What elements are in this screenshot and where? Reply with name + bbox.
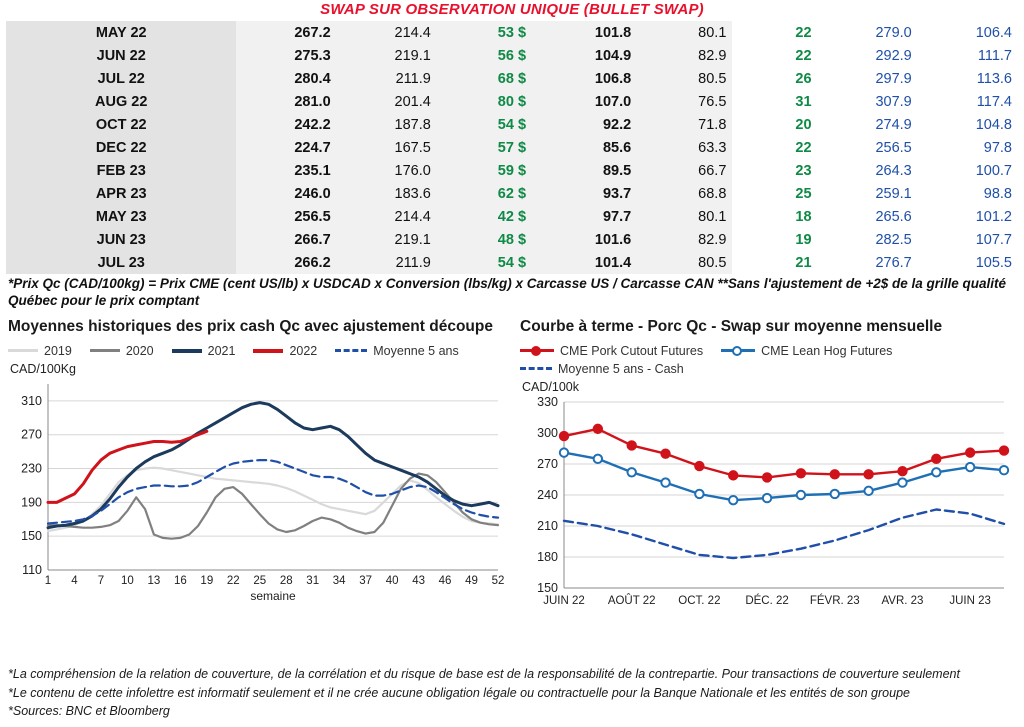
legend-label-2022: 2022 bbox=[289, 343, 318, 358]
table-cell-month: JUL 23 bbox=[6, 251, 236, 274]
table-cell-c: 53 $ bbox=[437, 21, 532, 44]
table-cell-e: 80.5 bbox=[637, 67, 732, 90]
table-cell-c: 80 $ bbox=[437, 90, 532, 113]
table-row bbox=[6, 136, 1018, 159]
charts-area bbox=[0, 318, 1024, 648]
legend-item-2019 bbox=[8, 344, 72, 358]
legend-marker-pork-cutout bbox=[520, 346, 554, 356]
svg-text:22: 22 bbox=[226, 574, 240, 587]
table-cell-month: JUN 22 bbox=[6, 44, 236, 67]
table-row bbox=[6, 228, 1018, 251]
table-cell-h: 117.4 bbox=[976, 93, 1012, 110]
svg-text:34: 34 bbox=[332, 574, 346, 587]
svg-text:25: 25 bbox=[253, 574, 267, 587]
table-cell-c: 54 $ bbox=[437, 251, 532, 274]
table-cell-a: 242.2 bbox=[236, 113, 336, 136]
table-cell-h: 100.7 bbox=[975, 162, 1012, 179]
forward-chart-svg bbox=[520, 394, 1016, 624]
legend-label-2021: 2021 bbox=[207, 343, 236, 358]
table-cell-f: 22 bbox=[795, 24, 812, 41]
table-cell-d: 92.2 bbox=[532, 113, 637, 136]
svg-text:1: 1 bbox=[44, 574, 52, 587]
svg-text:AOÛT 22: AOÛT 22 bbox=[607, 594, 656, 607]
table-cell-month: JUN 23 bbox=[6, 228, 236, 251]
table-cell-a: 275.3 bbox=[236, 44, 336, 67]
table-row bbox=[6, 251, 1018, 274]
historical-chart-svg bbox=[8, 376, 508, 606]
legend-label-moyenne-5-ans-cash: Moyenne 5 ans - Cash bbox=[558, 361, 684, 376]
svg-text:49: 49 bbox=[465, 574, 478, 587]
table-cell-b: 214.4 bbox=[337, 21, 437, 44]
table-cell-h: 107.7 bbox=[975, 231, 1012, 248]
footnote-line3: *Sources: BNC et Bloomberg bbox=[8, 704, 170, 719]
table-cell-b: 211.9 bbox=[337, 67, 437, 90]
table-cell-c: 68 $ bbox=[437, 67, 532, 90]
table-cell-g: 307.9 bbox=[875, 93, 912, 110]
swap-table bbox=[6, 21, 1018, 274]
table-cell-g: 274.9 bbox=[875, 116, 912, 133]
table-cell-b: 183.6 bbox=[337, 182, 437, 205]
svg-text:190: 190 bbox=[21, 495, 42, 510]
page-footnotes bbox=[8, 665, 960, 721]
table-cell-g: 264.3 bbox=[875, 162, 912, 179]
table-cell-f: 21 bbox=[795, 254, 812, 271]
table-cell-g: 265.6 bbox=[875, 208, 912, 225]
table-cell-month: MAY 23 bbox=[6, 205, 236, 228]
table-cell-c: 42 $ bbox=[437, 205, 532, 228]
table-cell-a: 235.1 bbox=[236, 159, 336, 182]
table-cell-e: 71.8 bbox=[637, 113, 732, 136]
svg-text:31: 31 bbox=[306, 574, 320, 587]
svg-text:37: 37 bbox=[359, 574, 373, 587]
table-row bbox=[6, 113, 1018, 136]
table-cell-e: 80.5 bbox=[637, 251, 732, 274]
historical-chart-block bbox=[8, 318, 508, 606]
table-cell-b: 201.4 bbox=[337, 90, 437, 113]
svg-text:AVR. 23: AVR. 23 bbox=[881, 594, 924, 607]
historical-chart-ylabel: CAD/100Kg bbox=[10, 361, 77, 376]
legend-item-2021 bbox=[172, 344, 236, 358]
table-cell-d: 89.5 bbox=[532, 159, 637, 182]
swap-table-title: SWAP SUR OBSERVATION UNIQUE (BULLET SWAP) bbox=[320, 1, 704, 18]
table-cell-b: 214.4 bbox=[337, 205, 437, 228]
svg-text:270: 270 bbox=[537, 456, 558, 471]
svg-text:10: 10 bbox=[121, 574, 134, 587]
svg-text:19: 19 bbox=[200, 574, 214, 587]
table-cell-month: APR 23 bbox=[6, 182, 236, 205]
table-cell-f: 19 bbox=[795, 231, 812, 248]
svg-text:270: 270 bbox=[21, 427, 42, 442]
table-cell-b: 219.1 bbox=[337, 44, 437, 67]
legend-swatch-2021 bbox=[172, 349, 202, 353]
table-cell-d: 101.4 bbox=[532, 251, 637, 274]
table-cell-b: 211.9 bbox=[337, 251, 437, 274]
table-cell-g: 276.7 bbox=[875, 254, 912, 271]
table-cell-f: 22 bbox=[795, 139, 812, 156]
svg-text:OCT. 22: OCT. 22 bbox=[678, 594, 721, 607]
legend-swatch-2020 bbox=[90, 349, 120, 352]
table-row bbox=[6, 182, 1018, 205]
table-cell-c: 54 $ bbox=[437, 113, 532, 136]
table-cell-h: 113.6 bbox=[976, 70, 1012, 87]
legend-label-moyenne-5-ans: Moyenne 5 ans bbox=[373, 343, 459, 358]
table-cell-h: 105.5 bbox=[975, 254, 1012, 271]
table-cell-h: 101.2 bbox=[975, 208, 1012, 225]
table-cell-month: AUG 22 bbox=[6, 90, 236, 113]
table-cell-g: 282.5 bbox=[875, 231, 912, 248]
legend-item-2022 bbox=[253, 344, 317, 358]
table-cell-d: 101.6 bbox=[532, 228, 637, 251]
table-cell-c: 57 $ bbox=[437, 136, 532, 159]
table-cell-month: JUL 22 bbox=[6, 67, 236, 90]
svg-text:DÉC. 22: DÉC. 22 bbox=[745, 594, 789, 607]
table-cell-f: 25 bbox=[795, 185, 812, 202]
table-cell-c: 59 $ bbox=[437, 159, 532, 182]
forward-chart-ylabel: CAD/100k bbox=[522, 379, 579, 394]
table-cell-f: 18 bbox=[795, 208, 812, 225]
table-cell-e: 68.8 bbox=[637, 182, 732, 205]
table-cell-h: 97.8 bbox=[983, 139, 1012, 156]
table-cell-e: 76.5 bbox=[637, 90, 732, 113]
svg-text:46: 46 bbox=[438, 574, 452, 587]
table-footnote-line2: Québec pour le prix comptant bbox=[8, 292, 200, 308]
table-row bbox=[6, 67, 1018, 90]
table-row bbox=[6, 44, 1018, 67]
legend-label-2020: 2020 bbox=[125, 343, 154, 358]
table-cell-month: DEC 22 bbox=[6, 136, 236, 159]
table-cell-a: 246.0 bbox=[236, 182, 336, 205]
historical-chart-title: Moyennes historiques des prix cash Qc avec ajustement découpe bbox=[8, 317, 493, 335]
table-cell-e: 66.7 bbox=[637, 159, 732, 182]
svg-text:FÉVR. 23: FÉVR. 23 bbox=[809, 594, 860, 607]
legend-swatch-moyenne-5-ans-cash bbox=[520, 367, 552, 370]
legend-item-2020 bbox=[90, 344, 154, 358]
table-cell-f: 31 bbox=[795, 93, 812, 110]
table-footnote bbox=[8, 276, 1016, 310]
table-cell-h: 106.4 bbox=[975, 24, 1012, 41]
forward-chart-block bbox=[520, 318, 1016, 624]
svg-text:28: 28 bbox=[279, 574, 293, 587]
table-cell-b: 176.0 bbox=[337, 159, 437, 182]
legend-label-pork-cutout: CME Pork Cutout Futures bbox=[560, 343, 704, 358]
table-cell-f: 22 bbox=[795, 47, 812, 64]
svg-text:JUIN 22: JUIN 22 bbox=[543, 594, 585, 607]
svg-text:40: 40 bbox=[385, 574, 399, 587]
table-cell-d: 104.9 bbox=[532, 44, 637, 67]
table-cell-d: 97.7 bbox=[532, 205, 637, 228]
legend-item-moyenne-5-ans bbox=[335, 344, 458, 358]
svg-text:240: 240 bbox=[537, 487, 558, 502]
table-cell-a: 224.7 bbox=[236, 136, 336, 159]
svg-text:52: 52 bbox=[491, 574, 505, 587]
legend-label-2019: 2019 bbox=[44, 343, 72, 358]
svg-text:7: 7 bbox=[97, 574, 105, 587]
table-cell-h: 111.7 bbox=[977, 47, 1012, 64]
table-footnote-line1: *Prix Qc (CAD/100kg) = Prix CME (cent US/lb) x USDCAD x Conversion (lbs/kg) x Carcasse US / Carcasse CAN **Sans l'ajustement de +2$ de la grille qualité bbox=[8, 276, 1007, 291]
table-cell-g: 297.9 bbox=[875, 70, 912, 87]
table-cell-e: 80.1 bbox=[637, 205, 732, 228]
svg-text:300: 300 bbox=[537, 425, 558, 440]
table-cell-b: 187.8 bbox=[337, 113, 437, 136]
svg-text:310: 310 bbox=[21, 393, 42, 408]
table-cell-g: 259.1 bbox=[875, 185, 912, 202]
table-cell-month: MAY 22 bbox=[6, 21, 236, 44]
table-cell-g: 292.9 bbox=[875, 47, 912, 64]
table-cell-a: 280.4 bbox=[236, 67, 336, 90]
table-row bbox=[6, 90, 1018, 113]
legend-swatch-2022 bbox=[253, 349, 283, 353]
svg-text:JUIN 23: JUIN 23 bbox=[949, 594, 991, 607]
table-cell-d: 107.0 bbox=[532, 90, 637, 113]
table-cell-b: 219.1 bbox=[337, 228, 437, 251]
table-cell-a: 256.5 bbox=[236, 205, 336, 228]
svg-text:43: 43 bbox=[412, 574, 425, 587]
table-cell-a: 266.2 bbox=[236, 251, 336, 274]
footnote-line2: *Le contenu de cette infolettre est informatif seulement et il ne crée aucune obligation légale ou contractuelle pour la Banque Nationale et les entités de son groupe bbox=[8, 685, 910, 700]
table-row bbox=[6, 21, 1018, 44]
table-cell-e: 82.9 bbox=[637, 228, 732, 251]
legend-swatch-2019 bbox=[8, 349, 38, 352]
table-cell-e: 82.9 bbox=[637, 44, 732, 67]
table-cell-month: FEB 23 bbox=[6, 159, 236, 182]
table-cell-g: 256.5 bbox=[875, 139, 912, 156]
table-cell-a: 267.2 bbox=[236, 21, 336, 44]
svg-text:13: 13 bbox=[147, 574, 161, 587]
table-cell-f: 26 bbox=[795, 70, 812, 87]
table-cell-b: 167.5 bbox=[337, 136, 437, 159]
table-cell-h: 98.8 bbox=[983, 185, 1012, 202]
table-row bbox=[6, 205, 1018, 228]
svg-text:4: 4 bbox=[71, 574, 78, 587]
svg-text:110: 110 bbox=[22, 562, 42, 577]
table-cell-c: 48 $ bbox=[437, 228, 532, 251]
table-cell-e: 80.1 bbox=[637, 21, 732, 44]
table-cell-d: 106.8 bbox=[532, 67, 637, 90]
table-row bbox=[6, 159, 1018, 182]
svg-text:230: 230 bbox=[21, 461, 42, 476]
svg-text:semaine: semaine bbox=[250, 588, 296, 603]
table-cell-a: 266.7 bbox=[236, 228, 336, 251]
table-cell-c: 56 $ bbox=[437, 44, 532, 67]
table-cell-g: 279.0 bbox=[875, 24, 912, 41]
svg-text:180: 180 bbox=[537, 549, 558, 564]
forward-chart-title: Courbe à terme - Porc Qc - Swap sur moyenne mensuelle bbox=[520, 317, 943, 335]
legend-item-pork-cutout bbox=[520, 344, 703, 358]
table-cell-month: OCT 22 bbox=[6, 113, 236, 136]
svg-text:210: 210 bbox=[537, 518, 558, 533]
table-cell-d: 93.7 bbox=[532, 182, 637, 205]
table-cell-a: 281.0 bbox=[236, 90, 336, 113]
legend-item-lean-hog bbox=[721, 344, 892, 358]
svg-text:150: 150 bbox=[21, 528, 42, 543]
historical-chart-legend bbox=[8, 344, 508, 358]
svg-text:150: 150 bbox=[537, 580, 558, 595]
legend-marker-lean-hog bbox=[721, 346, 755, 356]
svg-text:16: 16 bbox=[173, 574, 187, 587]
table-cell-h: 104.8 bbox=[975, 116, 1012, 133]
table-cell-d: 101.8 bbox=[532, 21, 637, 44]
table-cell-d: 85.6 bbox=[532, 136, 637, 159]
legend-label-lean-hog: CME Lean Hog Futures bbox=[761, 343, 893, 358]
table-cell-e: 63.3 bbox=[637, 136, 732, 159]
table-cell-f: 23 bbox=[795, 162, 812, 179]
svg-text:330: 330 bbox=[537, 394, 558, 409]
table-cell-f: 20 bbox=[795, 116, 812, 133]
legend-item-moyenne-5-ans-cash bbox=[520, 362, 684, 376]
legend-swatch-moyenne-5-ans bbox=[335, 349, 367, 352]
footnote-line1: *La compréhension de la relation de couverture, de la corrélation et du risque de base est de la responsabilité de la contrepartie. Pour transactions de couverture seulement bbox=[8, 666, 960, 681]
table-cell-c: 62 $ bbox=[437, 182, 532, 205]
forward-chart-legend bbox=[520, 344, 1016, 376]
